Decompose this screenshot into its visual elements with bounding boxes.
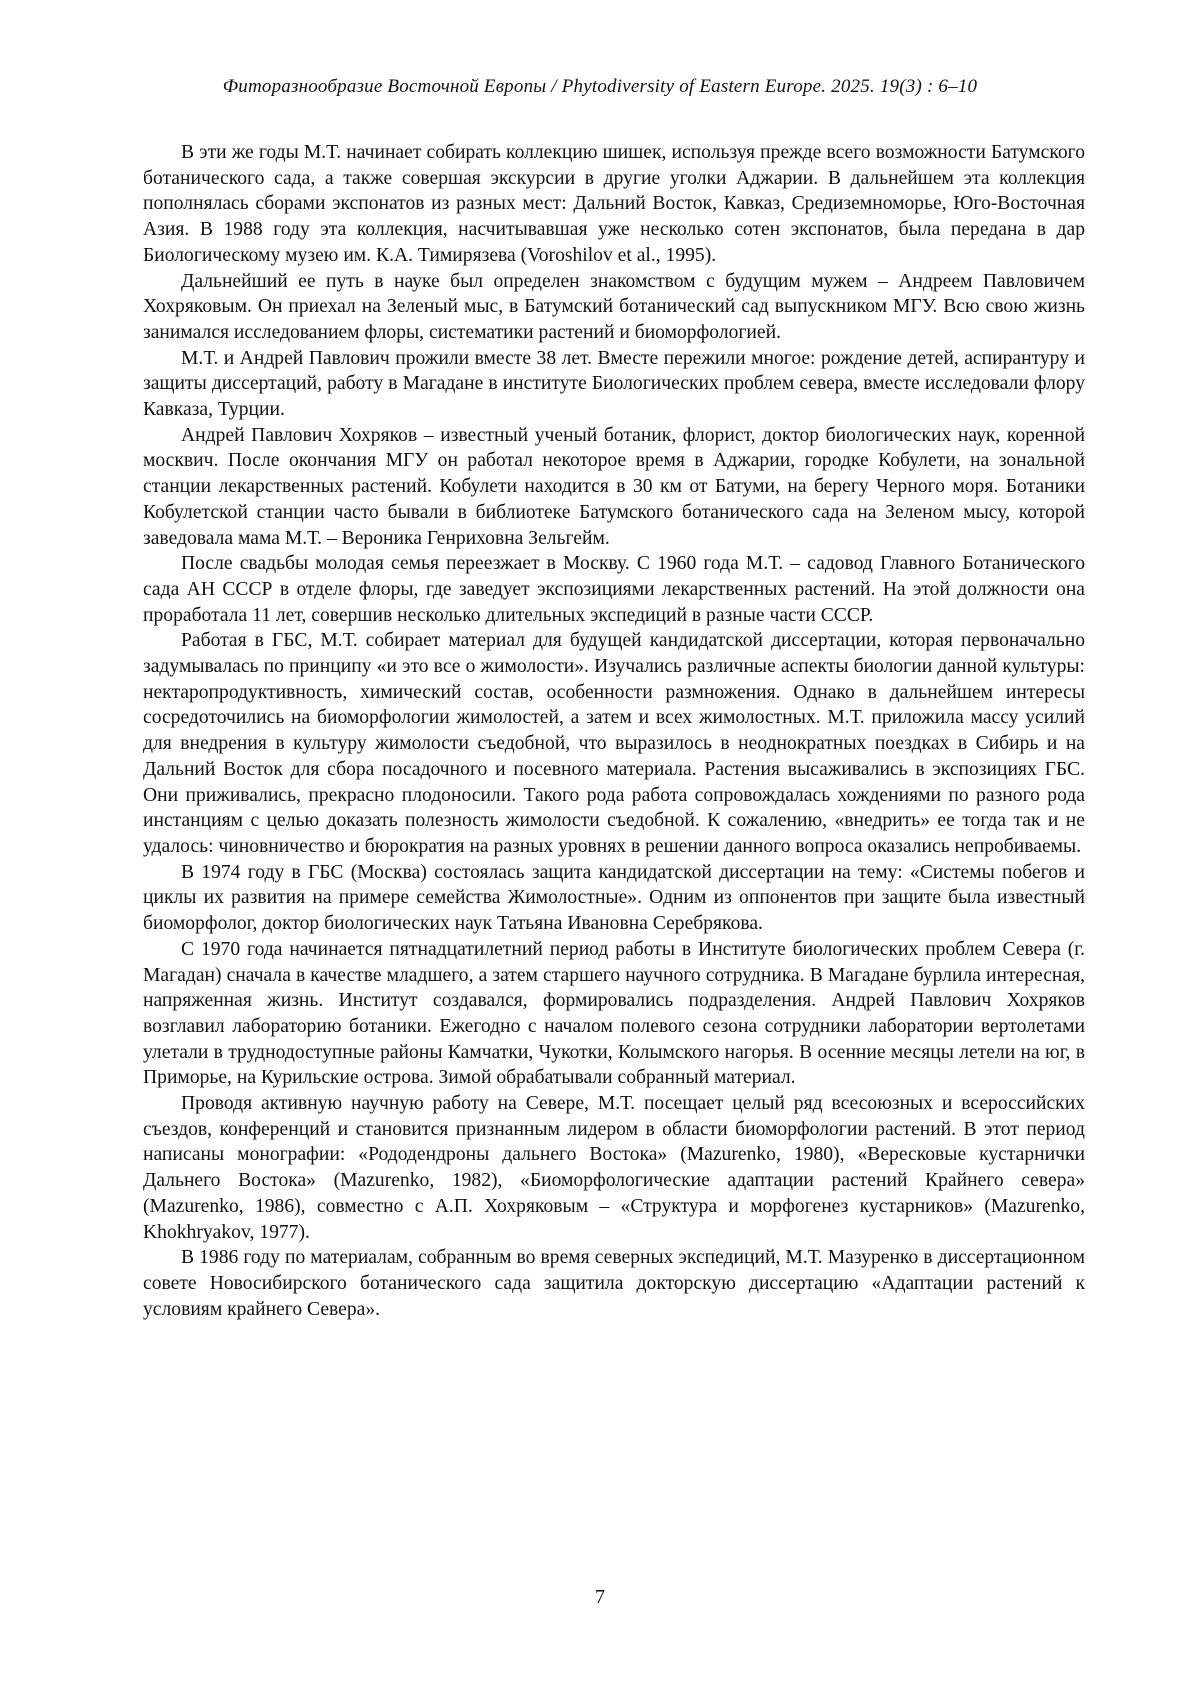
page-number: 7 (595, 1586, 605, 1608)
article-body (143, 140, 1085, 1322)
paragraph: Андрей Павлович Хохряков – известный ученый ботаник, флорист, доктор биологических наук, коренной москвич. После окончания МГУ он работал некоторое время в Аджарии, городке Кобулети, на зональной станции лекарственных растений. Кобулети находится в 30 км от Батуми, на берегу Черного моря. Ботаники Кобулетской станции часто бывали в библиотеке Батумского ботанического сада на Зеленом мысу, которой заведовала мама М.Т. – Вероника Генриховна Зельгейм. (143, 424, 1085, 549)
paragraph: После свадьбы молодая семья переезжает в Москву. С 1960 года М.Т. – садовод Главного Ботанического сада АН СССР в отделе флоры, где заведует экспозициями лекарственных растений. На этой должности она проработала 11 лет, совершив несколько длительных экспедиций в разные части СССР. (143, 553, 1085, 626)
paragraph: Дальнейший ее путь в науке был определен знакомством с будущим мужем – Андреем Павловичем Хохряковым. Он приехал на Зеленый мыс, в Батумский ботанический сад выпускником МГУ. Всю свою жизнь занимался исследованием флоры, систематики растений и биоморфологией. (143, 270, 1085, 343)
paragraph: В 1974 году в ГБС (Москва) состоялась защита кандидатской диссертации на тему: «Системы побегов и циклы их развития на примере семейства Жимолостные». Одним из оппонентов при защите была известный биоморфолог, доктор биологических наук Татьяна Ивановна Серебрякова. (143, 861, 1085, 935)
paragraph: С 1970 года начинается пятнадцатилетний период работы в Институте биологических проблем Севера (г. Магадан) сначала в качестве младшего, а затем старшего научного сотрудника. В Магадане бурлила интересная, напряженная жизнь. Институт создавался, формировались подразделения. Андрей Павлович Хохряков возглавил лабораторию ботаники. Ежегодно с началом полевого сезона сотрудники лаборатории вертолетами улетали в труднодоступные районы Камчатки, Чукотки, Колымского нагорья. В осенние месяцы летели на юг, в Приморье, на Курильские острова. Зимой обрабатывали собранный материал. (143, 938, 1085, 1089)
paragraph: В эти же годы М.Т. начинает собирать коллекцию шишек, используя прежде всего возможности Батумского ботанического сада, а также совершая экскурсии в другие уголки Аджарии. В дальнейшем эта коллекция пополнялась сборами экспонатов из разных мест: Дальний Восток, Кавказ, Средиземноморье, Юго-Восточная Азия. В 1988 году эта коллекция, насчитывавшая уже несколько сотен экспонатов, была передана в дар Биологическому музею им. К.А. Тимирязева (Voroshilov et al., 1995). (143, 142, 1085, 266)
paragraph: Работая в ГБС, М.Т. собирает материал для будущей кандидатской диссертации, которая первоначально задумывалась по принципу «и это все о жимолости». Изучались различные аспекты биологии данной культуры: нектаропродуктивность, химический состав, особенности размножения. Однако в дальнейшем интересы сосредоточились на биоморфологии жимолостей, а затем и всех жимолостных. М.Т. приложила массу усилий для внедрения в культуру жимолости съедобной, что выразилось в неоднократных поездках в Сибирь и на Дальний Восток для сбора посадочного и посевного материала. Растения высаживались в экспозициях ГБС. Они приживались, прекрасно плодоносили. Такого рода работа сопровождалась хождениями по разного рода инстанциям с целью доказать полезность жимолости съедобной. К сожалению, «внедрить» ее тогда так и не удалось: чиновничество и бюрократия на разных уровнях в решении данного вопроса оказались непробиваемы. (143, 630, 1085, 857)
paragraph: В 1986 году по материалам, собранным во время северных экспедиций, М.Т. Мазуренко в диссертационном совете Новосибирского ботанического сада защитила докторскую диссертацию «Адаптации растений к условиям крайнего Севера». (143, 1247, 1085, 1320)
paragraph: М.Т. и Андрей Павлович прожили вместе 38 лет. Вместе пережили многое: рождение детей, аспирантуру и защиты диссертаций, работу в Магадане в институте Биологических проблем севера, вместе исследовали флору Кавказа, Турции. (143, 347, 1085, 421)
paragraph: Проводя активную научную работу на Севере, М.Т. посещает целый ряд всесоюзных и всероссийских съездов, конференций и становится признанным лидером в области биоморфологии растений. В этот период написаны монографии: «Рододендроны дальнего Востока» (Mazurenko, 1980), «Вересковые кустарнички Дальнего Востока» (Mazurenko, 1982), «Биоморфологические адаптации растений Крайнего севера» (Mazurenko, 1986), совместно с А.П. Хохряковым – «Структура и морфогенез кустарников» (Mazurenko, Khokhryakov, 1977). (143, 1093, 1085, 1243)
running-head: Фиторазнообразие Восточной Европы / Phytodiversity of Eastern Europe. 2025. 19(3) : 6–10 (222, 76, 978, 97)
